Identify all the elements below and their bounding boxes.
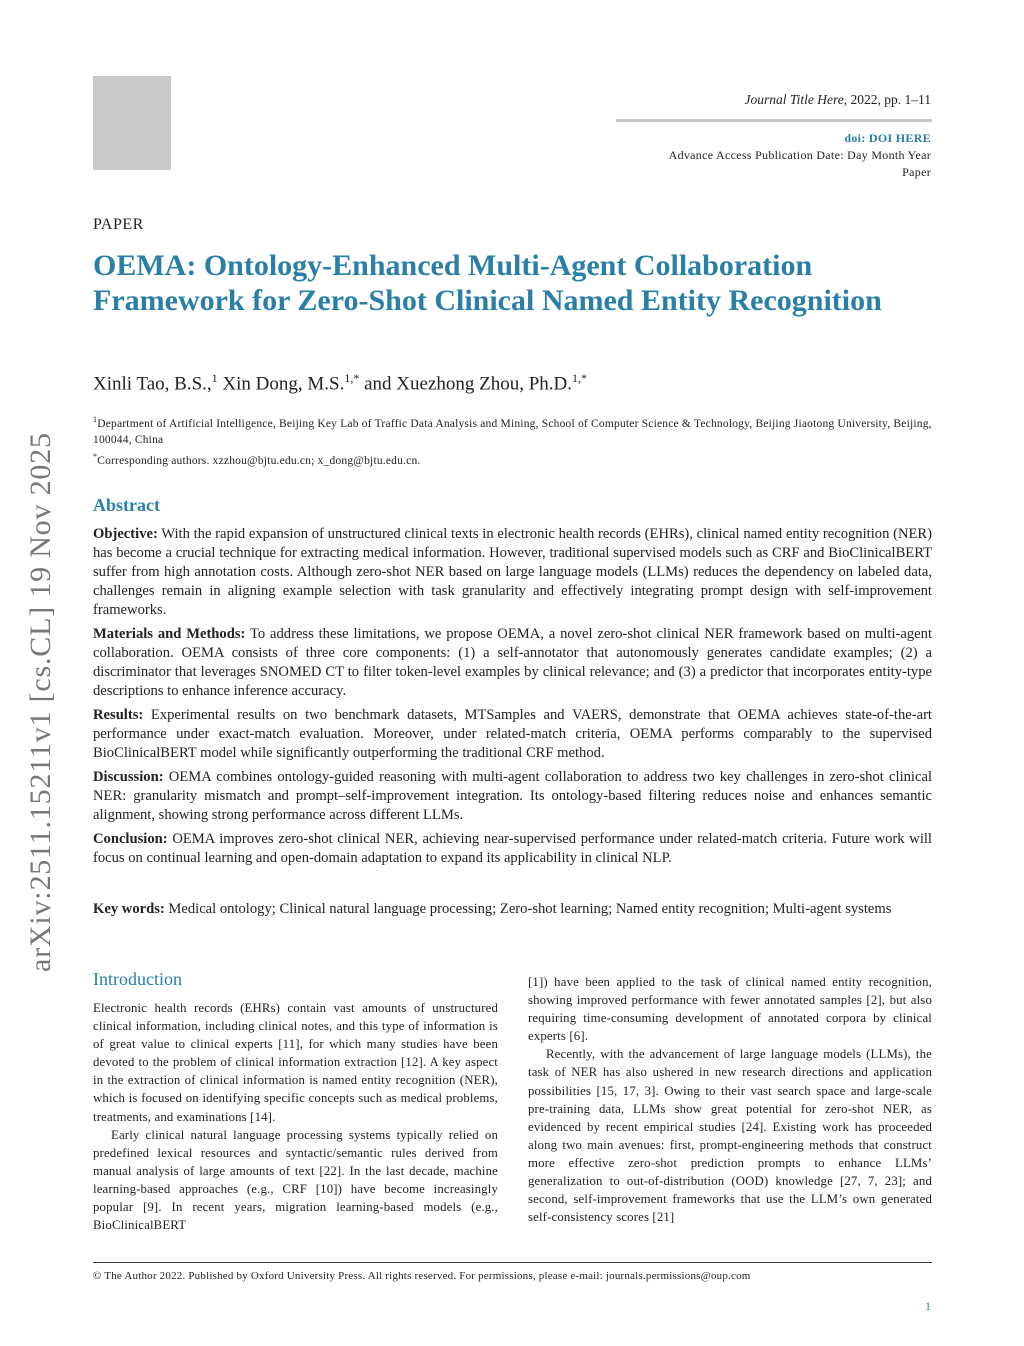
abstract-discussion: Discussion: OEMA combines ontology-guided reasoning with multi-agent collaboration to address two key challenges in zero-shot clinical NER: granularity mismatch and prompt–self-improvement integration. Its ontology-based filtering reduces noise and enhances semantic alignment, showing strong performance across different LLMs. <box>93 769 932 823</box>
author-affiliation-mark: 1,* <box>344 371 360 385</box>
journal-title: Journal Title Here <box>744 92 844 107</box>
abstract-objective: Objective: With the rapid expansion of unstructured clinical texts in electronic health records (EHRs), clinical named entity recognition (NER) has become a crucial technique for extracting medical information. However, traditional supervised models such as CRF and BioClinicalBERT suffer from high annotation costs. Although zero-shot NER based on large language models (LLMs) reduces the dependency on labeled data, challenges remain in aligning example selection with task granularity and effectively integrating prompt design with self-improvement frameworks. <box>93 526 932 618</box>
paper-title: OEMA: Ontology-Enhanced Multi-Agent Collaboration Framework for Zero-Shot Clinical Named Entity Recognition <box>93 249 882 317</box>
author-name: Xinli Tao, B.S., <box>93 373 212 395</box>
abstract-results: Results: Experimental results on two benchmark datasets, MTSamples and VAERS, demonstrate that OEMA achieves state-of-the-art performance under exact-match evaluation. Moreover, under related-match criteria, OEMA performs comparably to the supervised BioClinicalBERT model while significantly outperforming the traditional CRF method. <box>93 707 932 761</box>
abstract-methods: Materials and Methods: To address these limitations, we propose OEMA, a novel zero-shot clinical NER framework based on multi-agent collaboration. OEMA consists of three core components: (1) a self-annotator that autonomously generates candidate examples; (2) a discriminator that leverages SNOMED CT to filter token-level examples by clinical relevance; and (3) a predictor that incorporates entity-type descriptions to enhance inference accuracy. <box>93 626 933 699</box>
paper-type: Paper <box>902 165 931 179</box>
corresponding-authors: *Corresponding authors. xzzhou@bjtu.edu.cn; x_dong@bjtu.edu.cn. <box>93 451 421 467</box>
paragraph: [1]) have been applied to the task of clinical named entity recognition, showing improved performance with fewer annotated samples [2], but also requiring time-consuming development of annotated corpora by clinical experts [6]. <box>528 975 932 1044</box>
abstract-heading: Abstract <box>93 495 160 515</box>
abstract-body <box>93 525 932 873</box>
section-label: PAPER <box>93 216 144 233</box>
publication-date: Advance Access Publication Date: Day Month Year <box>668 148 931 162</box>
keywords: Key words: Medical ontology; Clinical natural language processing; Zero-shot learning; Named entity recognition; Multi-agent systems <box>93 901 892 917</box>
introduction-heading: Introduction <box>93 969 182 989</box>
body-column-right <box>528 973 932 1226</box>
header-rule <box>616 119 932 122</box>
page-number: 1 <box>925 1299 931 1313</box>
affiliation-line: $^1$Department of Artificial Intelligence, Beijing Key Lab of Traffic Data Analysis and Mining, School of Computer Science & Technology, Beijing Jiaotong University, Beijing, 100044, China <box>93 415 932 447</box>
journal-citation <box>745 92 932 108</box>
paragraph: Electronic health records (EHRs) contain vast amounts of unstructured clinical information, including clinical notes, and this type of information is of great value to clinical experts [11], for which many studies have been devoted to the problem of clinical information extraction [12]. A key aspect in the extraction of clinical information is named entity recognition (NER), which is focused on identifying specific concepts such as medical problems, treatments, and examinations [14]. <box>93 1001 498 1124</box>
arxiv-sidebar-id: arXiv:2511.15211v1 [cs.CL] 19 Nov 2025 <box>24 432 57 972</box>
author-list <box>93 371 587 395</box>
author-affiliation-mark: 1,* <box>572 371 588 385</box>
footer-rule <box>93 1262 932 1263</box>
journal-pages: , 2022, pp. 1–11 <box>843 92 931 107</box>
author-name: Xin Dong, M.S. <box>217 373 345 395</box>
abstract-conclusion: Conclusion: OEMA improves zero-shot clinical NER, achieving near-supervised performance under related-match criteria. Future work will focus on continual learning and open-domain adaptation to expand its applicability in clinical NLP. <box>93 831 932 866</box>
paragraph: Early clinical natural language processing systems typically relied on predefined lexical resources and syntactic/semantic rules derived from manual analysis of large amounts of text [22]. In the last decade, machine learning-based approaches (e.g., CRF [10]) have become increasingly popular [9]. In recent years, migration learning-based models (e.g., BioClinicalBERT <box>93 1127 498 1233</box>
affiliations <box>93 412 933 469</box>
body-column-left <box>93 999 498 1234</box>
paragraph: Recently, with the advancement of large language models (LLMs), the task of NER has also ushered in new research directions and application possibilities [15, 17, 3]. Owing to their vast search space and large-scale pre-training data, LLMs show great potential for zero-shot NER, as evidenced by recent empirical studies [24]. Existing work has proceeded along two main avenues: first, prompt-engineering methods that construct more effective zero-shot prediction prompts to enhance LLMs’ generalization to out-of-distribution (OOD) knowledge [27, 7, 23]; and second, self-improvement frameworks that use the LLM’s own generated self-consistency scores [21] <box>528 1047 932 1225</box>
journal-logo-placeholder <box>93 76 171 170</box>
doi-link[interactable]: doi: DOI HERE <box>844 131 931 145</box>
author-name: and Xuezhong Zhou, Ph.D. <box>359 373 573 395</box>
author-affiliation-mark: 1 <box>211 371 218 385</box>
copyright-notice: © The Author 2022. Published by Oxford University Press. All rights reserved. For permissions, please e-mail: journals.permissions@oup.com <box>93 1270 751 1282</box>
